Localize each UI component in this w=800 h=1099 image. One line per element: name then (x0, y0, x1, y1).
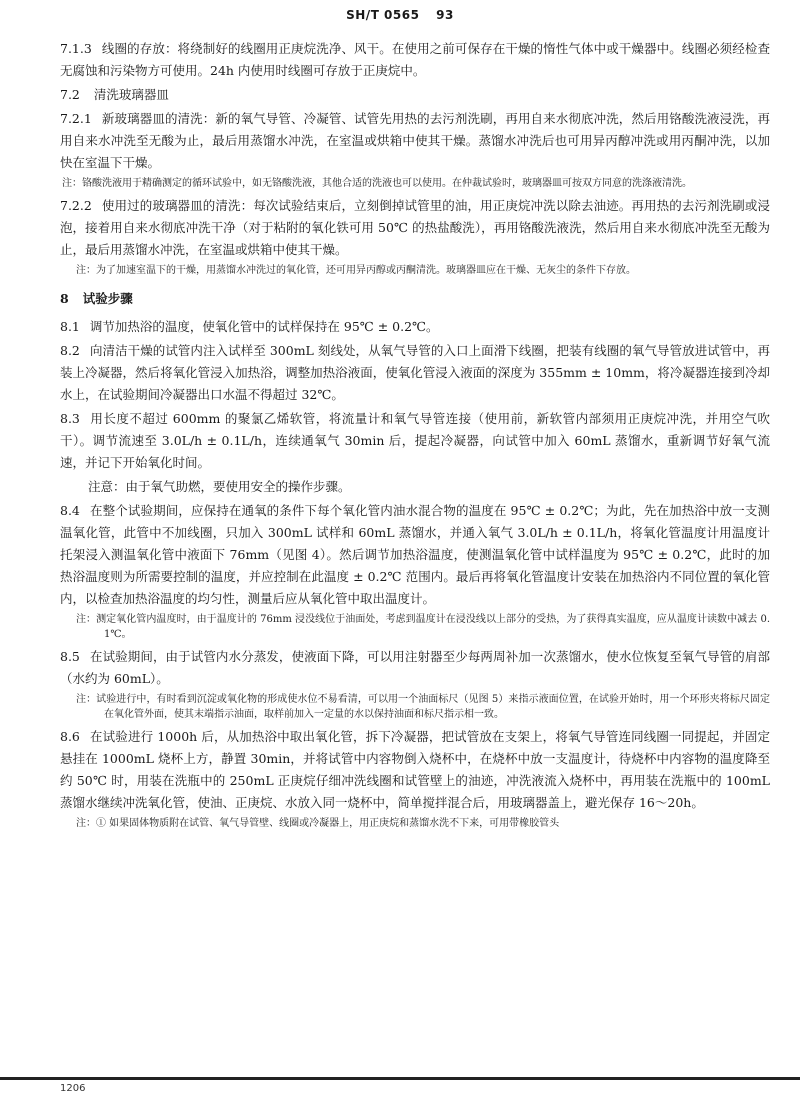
clause-8-4 (60, 500, 770, 610)
note-label: 注： (76, 265, 96, 276)
clause-text: 在整个试验期间，应保持在通氧的条件下每个氧化管内油水混合物的温度在 95℃ ± 0.2℃；为此，先在加热浴中放一支测温氧化管，此管中不加线圈，只加入 300mL 试样和 60mL 蒸馏水，并通入氧气 3.0L/h ± 0.1L/h，将氧化管温度计用温度计托架浸入测温氧化管中液面下 76mm（见图 4）。然后调节加热浴温度，使测温氧化管中试样温度为 95℃ ± 0.2℃，此时的加热浴温度则为所需要控制的温度，并应控制在此温度 ± 0.2℃ 范围内。最后再将氧化管温度计安装在加热浴内不同位置的氧化管内，以检查加热浴温度的均匀性，测量后应从氧化管中取出温度计。 (60, 503, 770, 606)
clause-8-5 (60, 646, 770, 690)
clause-text: 向清洁干燥的试管内注入试样至 300mL 刻线处，从氧气导管的入口上面滑下线圈，把装有线圈的氧气导管放进试管中，再装上冷凝器，然后将氧化管浸入加热浴，调整加热浴液面，使氧化管浸入液面的深度为 355mm ± 10mm，将冷凝器连接到冷却水上，在试验期间冷凝器出口水温不得超过 32℃。 (60, 343, 770, 402)
clause-8-1 (60, 316, 770, 338)
note-label: 注： (76, 818, 96, 829)
clause-8-2 (60, 340, 770, 406)
section-number: 8 (60, 291, 69, 306)
section-heading-8 (60, 288, 770, 310)
clause-number: 8.3 (60, 411, 80, 426)
clause-7-1-3 (60, 38, 770, 82)
note-text: 测定氧化管内温度时，由于温度计的 76mm 浸没线位于油面处，考虑到温度计在浸没线以上部分的受热，为了获得真实温度，应从温度计读数中减去 0.1℃。 (96, 614, 771, 640)
clause-text: 在试验进行 1000h 后，从加热浴中取出氧化管，拆下冷凝器，把试管放在支架上，将氧气导管连同线圈一同提起，并固定悬挂在 1000mL 烧杯上方，静置 30min，并将试管中内容物倒入烧杯中，在烧杯中放一支温度计，待烧杯中内容物的温度降至约 50℃ 时，用装在洗瓶中的 250mL 正庚烷仔细冲洗线圈和试管壁上的油迹，冲洗液流入烧杯中，再用装在洗瓶中的 100mL 蒸馏水继续冲洗氧化管，使油、正庚烷、水放入同一烧杯中，简单搅拌混合后，用玻璃器盖上，避光保存 16～20h。 (60, 729, 770, 810)
caution-8-3 (88, 476, 770, 498)
note-text: 试验进行中，有时看到沉淀或氧化物的形成使水位不易看清，可以用一个油面标尺（见图 5）来指示液面位置，在试验开始时，用一个环形夹将标尺固定在氧化管外面，使其末端指示油面，取样前加入一定量的水以保持油面和标尺指示相一致。 (96, 694, 771, 720)
clause-text: 使用过的玻璃器皿的清洗：每次试验结束后，立刻倒掉试管里的油，用正庚烷冲洗以除去油迹。再用热的去污剂洗刷或浸泡，接着用自来水彻底冲洗干净（对于粘附的氧化铁可用 50℃ 的热盐酸洗），再用铬酸洗液洗，然后用自来水彻底冲洗至无酸为止，最后用蒸馏水冲洗，在室温或烘箱中使其干燥。 (60, 198, 770, 257)
note-text: 为了加速室温下的干燥，用蒸馏水冲洗过的氧化管，还可用异丙醇或丙酮清洗。玻璃器皿应在干燥、无灰尘的条件下存放。 (96, 265, 636, 276)
standard-number: SH/T 0565 (346, 8, 420, 22)
heading-number: 7.2 (60, 87, 80, 102)
clause-8-6 (60, 726, 770, 814)
note-label: 注： (76, 614, 97, 625)
clause-number: 8.4 (60, 503, 80, 518)
page-header (0, 8, 800, 22)
clause-8-3 (60, 408, 770, 474)
footer-page-number: 1206 (60, 1083, 86, 1094)
clause-text: 用长度不超过 600mm 的聚氯乙烯软管，将流量计和氧气导管连接（使用前，新软管内部须用正庚烷冲洗，并用空气吹干）。调节流速至 3.0L/h ± 0.1L/h，连续通氧气 30min 后，提起冷凝器，向试管中加入 60mL 蒸馏水，重新调节好氧气流速，并记下开始氧化时间。 (60, 411, 770, 470)
header-page-number: 93 (436, 8, 454, 22)
clause-number: 8.5 (60, 649, 80, 664)
note-7-2-2 (60, 263, 770, 278)
note-8-5 (60, 692, 770, 722)
footer-divider (0, 1077, 800, 1080)
clause-number: 8.2 (60, 343, 80, 358)
heading-7-2 (60, 84, 770, 106)
caution-text: 由于氧气助燃，要使用安全的操作步骤。 (125, 479, 351, 494)
note-label: 注： (62, 178, 82, 189)
clause-text: 线圈的存放：将绕制好的线圈用正庚烷洗净、风干。在使用之前可保存在干燥的惰性气体中或干燥器中。线圈必须经检查无腐蚀和污染物方可使用。24h 内使用时线圈可存放于正庚烷中。 (60, 41, 770, 78)
note-text: ① 如果固体物质附在试管、氧气导管壁、线圈或冷凝器上，用正庚烷和蒸馏水洗不下来，可用带橡胶管头 (96, 818, 560, 829)
page-content (60, 38, 770, 835)
clause-number: 7.1.3 (60, 41, 92, 56)
note-8-4 (60, 612, 770, 642)
note-7-2-1 (60, 176, 770, 191)
clause-number: 7.2.1 (60, 111, 92, 126)
clause-number: 7.2.2 (60, 198, 92, 213)
section-title: 试验步骤 (82, 291, 133, 306)
heading-text: 清洗玻璃器皿 (93, 87, 169, 102)
clause-text: 调节加热浴的温度，使氧化管中的试样保持在 95℃ ± 0.2℃。 (89, 319, 439, 334)
clause-text: 在试验期间，由于试管内水分蒸发，使液面下降，可以用注射器至少每两周补加一次蒸馏水，使水位恢复至氧气导管的肩部（水约为 60mL）。 (60, 649, 770, 686)
clause-number: 8.1 (60, 319, 80, 334)
clause-number: 8.6 (60, 729, 80, 744)
note-text: 铬酸洗液用于精确测定的循环试验中，如无铬酸洗液，其他合适的洗液也可以使用。在仲裁试验时，玻璃器皿可按双方同意的洗涤液清洗。 (82, 178, 692, 189)
note-8-6 (60, 816, 770, 831)
caution-label: 注意： (88, 479, 126, 494)
note-label: 注： (76, 694, 97, 705)
clause-7-2-2 (60, 195, 770, 261)
clause-text: 新玻璃器皿的清洗：新的氧气导管、冷凝管、试管先用热的去污剂洗刷，再用自来水彻底冲洗，然后用铬酸洗液浸洗，再用自来水冲洗至无酸为止，最后用蒸馏水冲洗，在室温或烘箱中使其干燥。蒸馏水冲洗后也可用异丙醇冲洗或用丙酮冲洗，以加快在室温下干燥。 (60, 111, 770, 170)
clause-7-2-1 (60, 108, 770, 174)
